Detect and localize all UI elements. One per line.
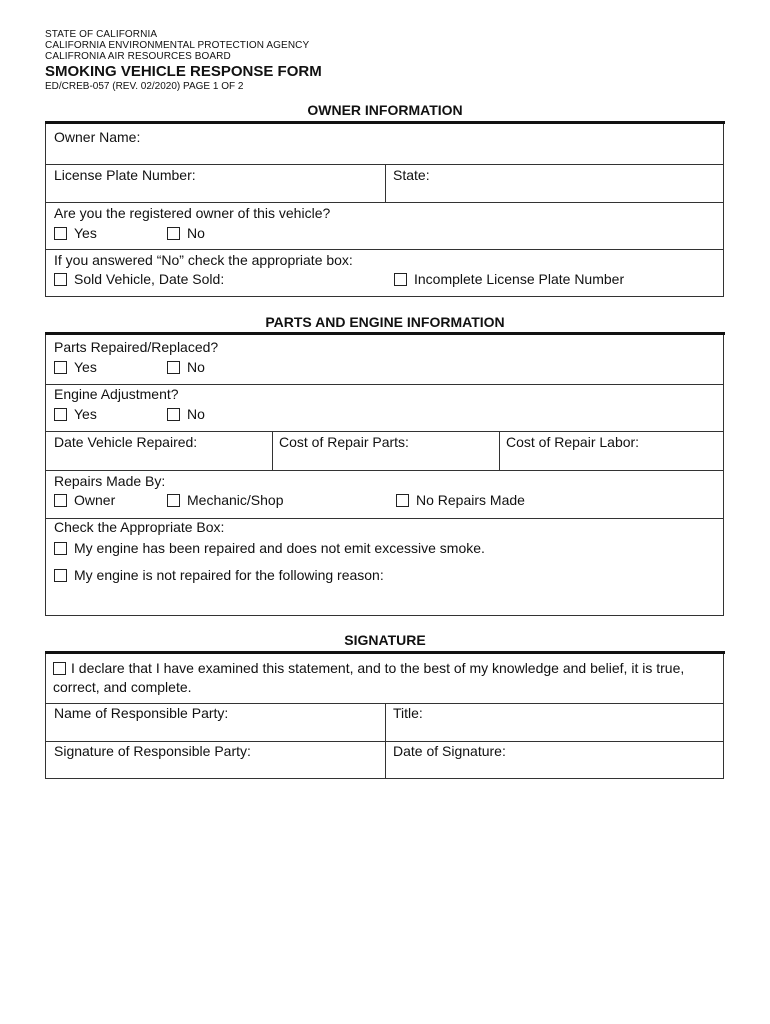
owner-section-heading: OWNER INFORMATION bbox=[307, 102, 463, 118]
form-number: ED/CREB-057 (REV. 02/2020) PAGE 1 OF 2 bbox=[45, 81, 244, 92]
owner-option-label: Owner bbox=[74, 492, 116, 508]
declaration-paragraph bbox=[53, 659, 703, 697]
date-repaired-label: Date Vehicle Repaired: bbox=[54, 434, 198, 450]
check-box-instruction: Check the Appropriate Box: bbox=[54, 519, 225, 535]
divider bbox=[272, 431, 273, 470]
divider bbox=[499, 431, 500, 470]
state-label: STATE OF CALIFORNIA bbox=[45, 29, 158, 40]
if-no-instruction: If you answered “No” check the appropriate box: bbox=[54, 252, 353, 268]
registered-no-label: No bbox=[187, 225, 205, 241]
owner-name-row[interactable] bbox=[46, 124, 723, 165]
engine-no-label: No bbox=[187, 406, 205, 422]
declaration-text: I declare that I have examined this statement, and to the best of my knowledge and belief, it is true, correct, and complete. bbox=[53, 660, 685, 695]
declaration-checkbox[interactable] bbox=[53, 662, 66, 675]
engine-yes-label: Yes bbox=[74, 406, 97, 422]
engine-yes-checkbox[interactable] bbox=[54, 408, 67, 421]
responsible-party-name-label: Name of Responsible Party: bbox=[54, 705, 229, 721]
divider bbox=[385, 164, 386, 202]
sold-vehicle-checkbox[interactable] bbox=[54, 273, 67, 286]
engine-repaired-statement: My engine has been repaired and does not emit excessive smoke. bbox=[74, 540, 485, 556]
engine-not-repaired-statement: My engine is not repaired for the following reason: bbox=[74, 567, 384, 583]
parts-section bbox=[45, 335, 724, 616]
cost-labor-label: Cost of Repair Labor: bbox=[506, 434, 640, 450]
owner-name-label: Owner Name: bbox=[54, 129, 141, 145]
mechanic-checkbox[interactable] bbox=[167, 494, 180, 507]
form-title: SMOKING VEHICLE RESPONSE FORM bbox=[45, 63, 322, 80]
divider bbox=[385, 703, 386, 741]
signature-section-heading: SIGNATURE bbox=[344, 632, 426, 648]
parts-no-checkbox[interactable] bbox=[167, 361, 180, 374]
license-plate-label: License Plate Number: bbox=[54, 167, 196, 183]
registered-owner-row bbox=[46, 202, 723, 250]
repair-costs-row bbox=[46, 431, 723, 471]
divider bbox=[385, 741, 386, 779]
parts-yes-checkbox[interactable] bbox=[54, 361, 67, 374]
parts-replaced-row bbox=[46, 335, 723, 385]
cost-parts-label: Cost of Repair Parts: bbox=[279, 434, 409, 450]
incomplete-plate-checkbox[interactable] bbox=[394, 273, 407, 286]
owner-checkbox[interactable] bbox=[54, 494, 67, 507]
signature-date-label: Date of Signature: bbox=[393, 743, 506, 759]
signature-row bbox=[46, 741, 723, 779]
signature-label: Signature of Responsible Party: bbox=[54, 743, 251, 759]
registered-no-checkbox[interactable] bbox=[167, 227, 180, 240]
sold-vehicle-label: Sold Vehicle, Date Sold: bbox=[74, 271, 225, 287]
incomplete-plate-label: Incomplete License Plate Number bbox=[414, 271, 625, 287]
agency-label: CALIFORNIA ENVIRONMENTAL PROTECTION AGENCY bbox=[45, 40, 310, 51]
if-no-row bbox=[46, 249, 723, 297]
board-label: CALIFRONIA AIR RESOURCES BOARD bbox=[45, 51, 231, 62]
mechanic-option-label: Mechanic/Shop bbox=[187, 492, 284, 508]
parts-section-heading: PARTS AND ENGINE INFORMATION bbox=[265, 314, 505, 330]
engine-adjustment-row bbox=[46, 384, 723, 432]
repairs-by-row bbox=[46, 470, 723, 519]
engine-no-checkbox[interactable] bbox=[167, 408, 180, 421]
parts-no-label: No bbox=[187, 359, 205, 375]
owner-section bbox=[45, 124, 724, 297]
no-repairs-checkbox[interactable] bbox=[396, 494, 409, 507]
registered-owner-question: Are you the registered owner of this vehicle? bbox=[54, 205, 331, 221]
no-repairs-option-label: No Repairs Made bbox=[416, 492, 525, 508]
engine-adjustment-question: Engine Adjustment? bbox=[54, 386, 179, 402]
plate-row bbox=[46, 164, 723, 203]
parts-replaced-question: Parts Repaired/Replaced? bbox=[54, 339, 219, 355]
title-field-label: Title: bbox=[393, 705, 423, 721]
engine-repaired-checkbox[interactable] bbox=[54, 542, 67, 555]
engine-status-row bbox=[46, 518, 723, 616]
engine-not-repaired-checkbox[interactable] bbox=[54, 569, 67, 582]
registered-yes-checkbox[interactable] bbox=[54, 227, 67, 240]
registered-yes-label: Yes bbox=[74, 225, 97, 241]
repairs-by-label: Repairs Made By: bbox=[54, 473, 166, 489]
signature-section bbox=[45, 654, 724, 779]
declaration-row bbox=[46, 654, 723, 704]
state-field-label: State: bbox=[393, 167, 430, 183]
parts-yes-label: Yes bbox=[74, 359, 97, 375]
responsible-party-row bbox=[46, 703, 723, 742]
